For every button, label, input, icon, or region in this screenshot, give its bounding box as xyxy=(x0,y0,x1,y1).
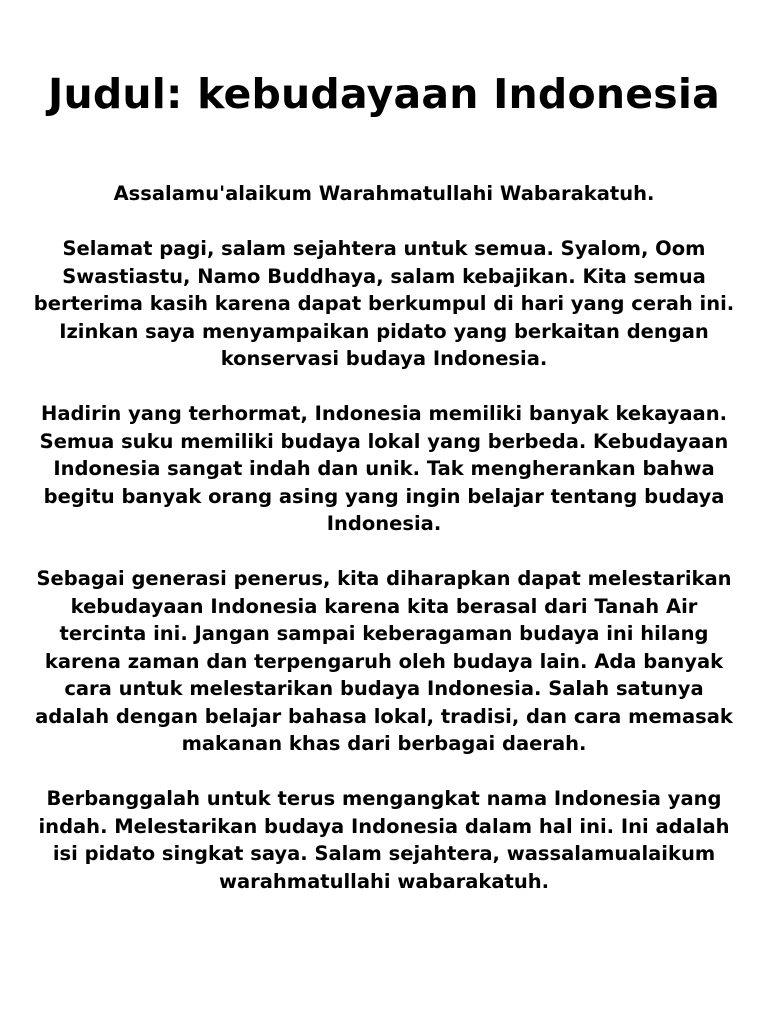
paragraph-closing: Berbanggalah untuk terus mengangkat nama Indonesia yang indah. Melestarikan budaya Indonesia dalam hal ini. Ini adalah isi pidato singkat saya. Salam sejahtera, wassalamualaikum warahmatullahi wabarakatuh. xyxy=(38,787,730,893)
document-title: Judul: kebudayaan Indonesia xyxy=(48,70,720,118)
paragraph-opening: Selamat pagi, salam sejahtera untuk semua. Syalom, Oom Swastiastu, Namo Buddhaya, salam kebajikan. Kita semua berterima kasih karena dapat berkumpul di hari yang cerah ini. Izinkan saya menyampaikan pidato yang berkaitan dengan konservasi budaya Indonesia. xyxy=(33,237,735,370)
paragraph-richness: Hadirin yang terhormat, Indonesia memiliki banyak kekayaan. Semua suku memiliki budaya lokal yang berbeda. Kebudayaan Indonesia sangat indah dan unik. Tak mengherankan bahwa begitu banyak orang asing yang ingin belajar tentang budaya Indonesia. xyxy=(39,402,729,535)
paragraph-greeting: Assalamu'alaikum Warahmatullahi Wabarakatuh. xyxy=(113,182,655,205)
paragraph-preservation: Sebagai generasi penerus, kita diharapkan dapat melestarikan kebudayaan Indonesia karena kita berasal dari Tanah Air tercinta ini. Jangan sampai keberagaman budaya ini hilang karena zaman dan terpengaruh oleh budaya lain. Ada banyak cara untuk melestarikan budaya Indonesia. Salah satunya adalah dengan belajar bahasa lokal, tradisi, dan cara memasak makanan khas dari berbagai daerah. xyxy=(35,567,733,755)
speech-body xyxy=(28,180,740,895)
